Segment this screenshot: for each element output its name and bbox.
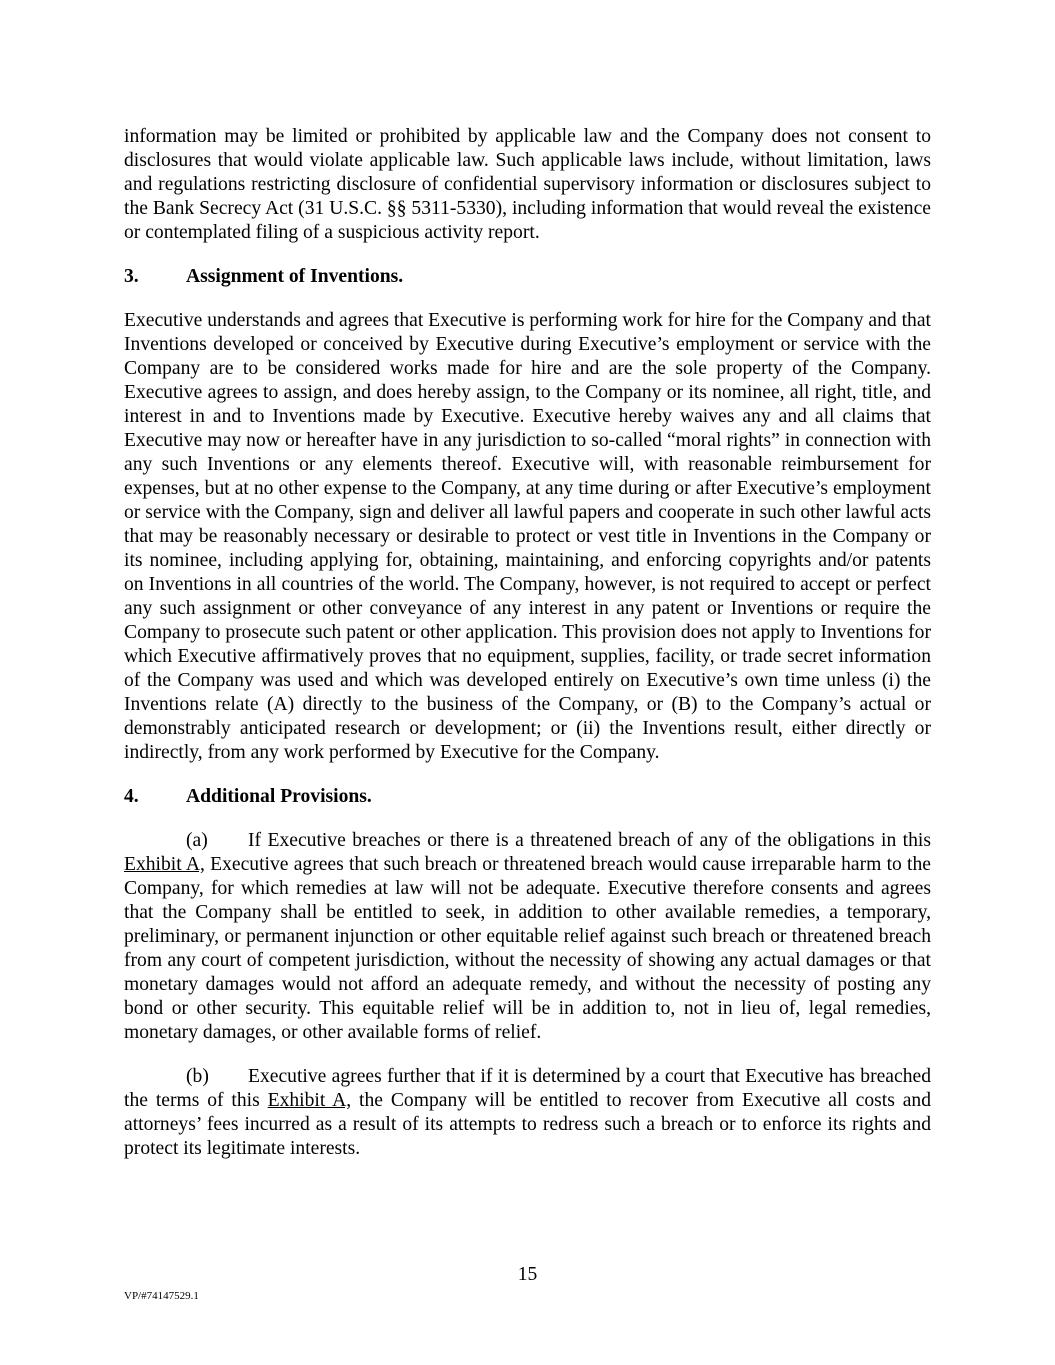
page-number: 15 [517,1264,538,1285]
section-3-body: Executive understands and agrees that Executive is performing work for hire for the Company and that Inventions developed or conceived by Executive during Executive’s employment or service with the Company are to be considered works made for hire and are the sole property of the Company. Executive agrees to assign, and does hereby assign, to the Company or its nominee, all right, title, and interest in and to Inventions made by Executive. Executive hereby waives any and all claims that Executive may now or hereafter have in any jurisdiction to so-called “moral rights” in connection with any such Inventions or any elements thereof. Executive will, with reasonable reimbursement for expenses, but at no other expense to the Company, at any time during or after Executive’s employment or service with the Company, sign and deliver all lawful papers and cooperate in such other lawful acts that may be reasonably necessary or desirable to protect or vest title in Inventions in the Company or its nominee, including applying for, obtaining, maintaining, and enforcing copyrights and/or patents on Inventions in all countries of the world. The Company, however, is not required to accept or perfect any such assignment or other conveyance of any interest in any patent or Inventions or require the Company to prosecute such patent or other application. This provision does not apply to Inventions for which Executive affirmatively proves that no equipment, supplies, facility, or trade secret information of the Company was used and which was developed entirely on Executive’s own time unless (i) the Inventions relate (A) directly to the business of the Company, or (B) to the Company’s actual or demonstrably anticipated research or development; or (ii) the Inventions result, either directly or indirectly, from any work performed by Executive for the Company. [124,310,931,763]
intro-paragraph: information may be limited or prohibited by applicable law and the Company does not consent to disclosures that would violate applicable law. Such applicable laws include, without limitation, laws and regulations restricting disclosure of confidential supervisory information or disclosures subject to the Bank Secrecy Act (31 U.S.C. §§ 5311-5330), including information that would reveal the existence or contemplated filing of a suspicious activity report. [124,126,931,243]
section-4b-text-before: Executive agrees further that if it is determined by a court that Executive has breached the terms of this [124,1066,931,1111]
section-3-title: Assignment of Inventions. [186,266,404,287]
section-4a-label: (a) [186,830,208,851]
exhibit-a-reference: Exhibit A, [124,854,205,875]
section-4a-text-before: If Executive breaches or there is a threatened breach of any of the obligations in this [248,830,931,851]
section-3-number: 3. [124,266,139,287]
section-4b-label: (b) [186,1066,209,1087]
section-4a-paragraph [124,829,931,1045]
section-4-number: 4. [124,786,139,807]
exhibit-a-reference: Exhibit A, [267,1090,352,1111]
section-4b-paragraph [124,1065,931,1161]
section-3-heading [124,265,931,289]
document-id: VP/#74147529.1 [124,1290,199,1302]
section-4b-text-after: the Company will be entitled to recover from Executive all costs and attorneys’ fees incurred as a result of its attempts to redress such a breach or to enforce its rights and protect its legitimate interests. [124,1090,932,1159]
section-4-title: Additional Provisions. [186,786,372,807]
section-4a-text-after: Executive agrees that such breach or threatened breach would cause irreparable harm to the Company, for which remedies at law will not be adequate. Executive therefore consents and agrees that the Company shall be entitled to seek, in addition to other available remedies, a temporary, preliminary, or permanent injunction or other equitable relief against such breach or threatened breach from any court of competent jurisdiction, without the necessity of showing any actual damages or that monetary damages would not afford an adequate remedy, and without the necessity of posting any bond or other security. This equitable relief will be in addition to, not in lieu of, legal remedies, monetary damages, or other available forms of relief. [124,854,931,1043]
section-4-heading [124,785,931,809]
document-page [124,125,931,1161]
